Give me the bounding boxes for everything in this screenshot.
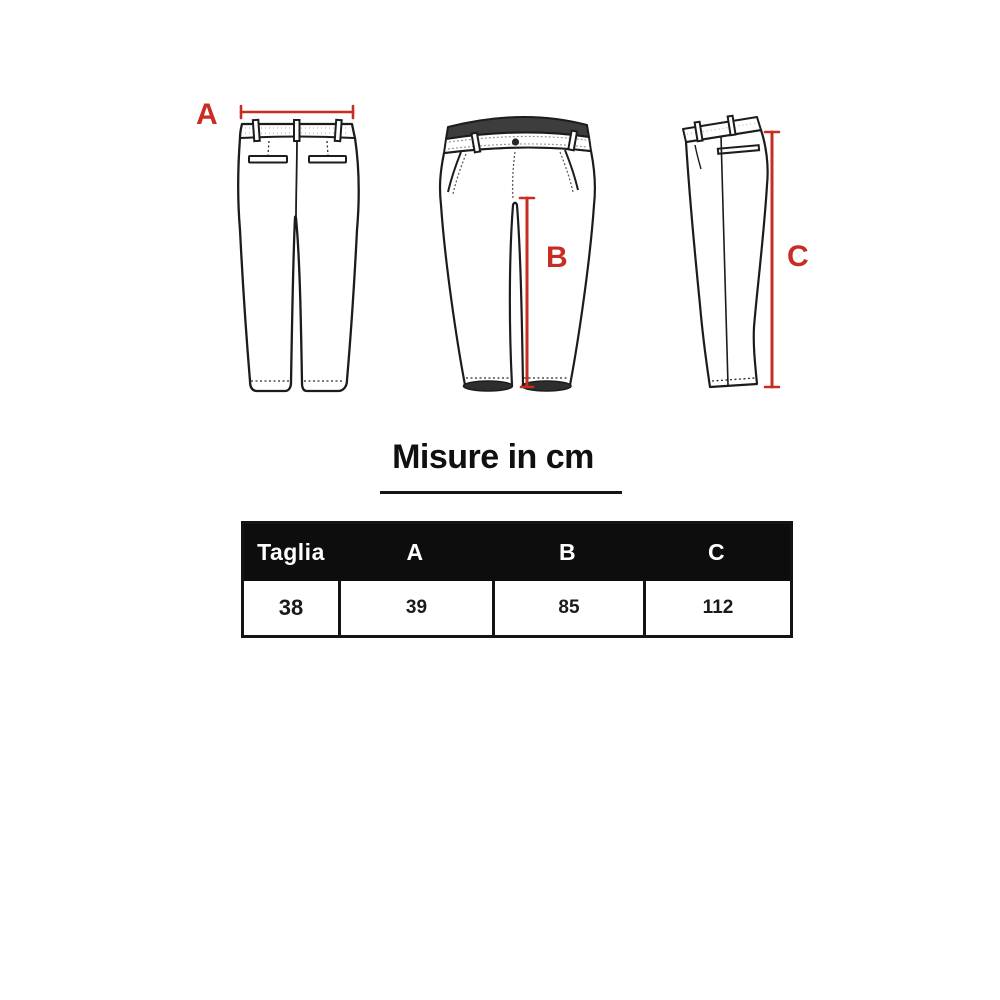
pants-front-outline: [440, 147, 595, 385]
center-back-seam: [296, 138, 297, 216]
size-table-row: [244, 581, 790, 635]
header-c: C: [707, 539, 726, 565]
measure-label-c: C: [787, 240, 809, 273]
size-table-header-row: [244, 524, 790, 581]
cell-taglia-value: 38: [278, 595, 304, 620]
header-taglia: Taglia: [257, 539, 325, 565]
header-b: B: [558, 539, 577, 565]
measure-label-a: A: [196, 98, 218, 131]
page-title: Misure in cm: [392, 438, 594, 476]
cell-a-value: 39: [338, 581, 492, 635]
measure-label-b: B: [546, 241, 568, 274]
cell-c-value: 112: [643, 581, 790, 635]
pants-back-view-drawing: [190, 95, 400, 405]
waist-width-measure-line: [241, 106, 353, 118]
pants-front-view-drawing: [435, 95, 615, 405]
pants-side-view-drawing: [665, 95, 800, 405]
size-table: [241, 521, 793, 638]
title-underline: [380, 491, 622, 494]
pants-back-outline: [238, 124, 359, 391]
cell-b-value: 85: [492, 581, 643, 635]
waist-button: [512, 138, 519, 145]
header-a: A: [406, 539, 424, 565]
